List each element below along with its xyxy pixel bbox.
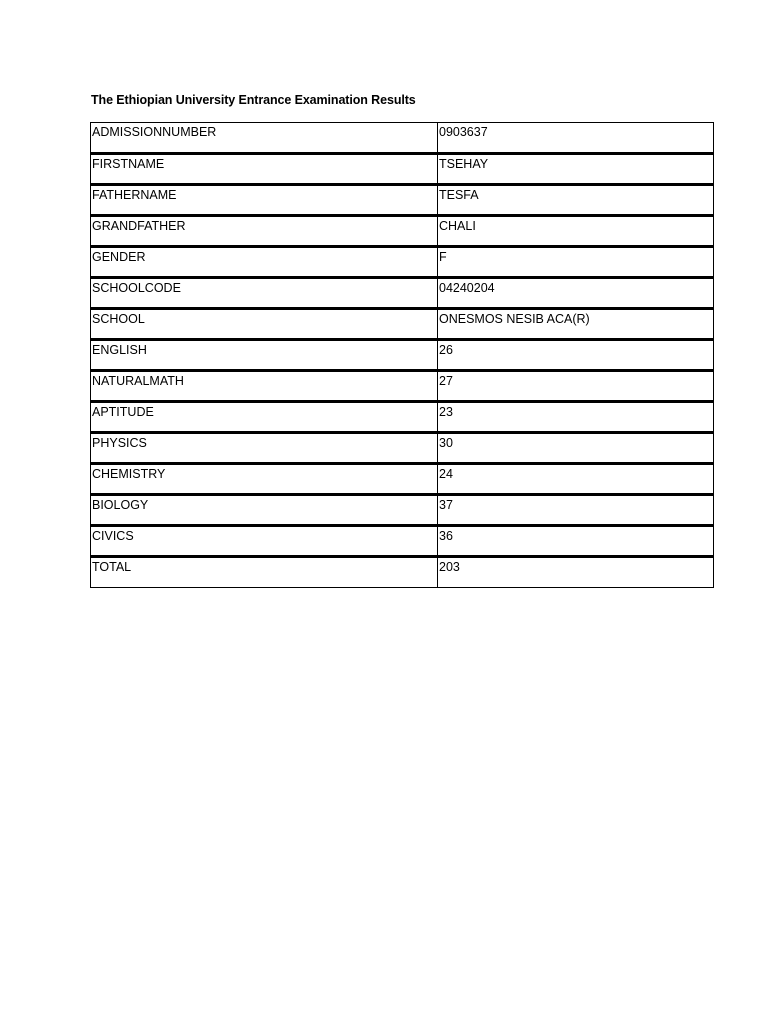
field-name-cell: SCHOOLCODE <box>91 278 438 309</box>
field-value-cell: CHALI <box>438 216 714 247</box>
table-row <box>91 216 714 247</box>
field-value-cell: 37 <box>438 495 714 526</box>
table-row <box>91 185 714 216</box>
field-name-cell: CHEMISTRY <box>91 464 438 495</box>
table-row <box>91 309 714 340</box>
field-value-cell: 0903637 <box>438 123 714 154</box>
field-name-cell: APTITUDE <box>91 402 438 433</box>
field-name-cell: GRANDFATHER <box>91 216 438 247</box>
field-value-cell: 203 <box>438 557 714 588</box>
field-name-cell: NATURALMATH <box>91 371 438 402</box>
table-row <box>91 123 714 154</box>
table-row <box>91 526 714 557</box>
field-name-cell: PHYSICS <box>91 433 438 464</box>
field-value-cell: F <box>438 247 714 278</box>
field-value-cell: 26 <box>438 340 714 371</box>
field-name-cell: GENDER <box>91 247 438 278</box>
field-value-cell: 27 <box>438 371 714 402</box>
table-row <box>91 278 714 309</box>
field-value-cell: 23 <box>438 402 714 433</box>
field-value-cell: 30 <box>438 433 714 464</box>
table-row <box>91 433 714 464</box>
table-row <box>91 340 714 371</box>
field-value-cell: TSEHAY <box>438 154 714 185</box>
results-table <box>90 122 714 588</box>
field-name-cell: FATHERNAME <box>91 185 438 216</box>
document-title: The Ethiopian University Entrance Examination Results <box>91 93 416 107</box>
field-name-cell: CIVICS <box>91 526 438 557</box>
field-name-cell: FIRSTNAME <box>91 154 438 185</box>
field-value-cell: 24 <box>438 464 714 495</box>
field-name-cell: SCHOOL <box>91 309 438 340</box>
table-row <box>91 402 714 433</box>
table-row <box>91 371 714 402</box>
field-name-cell: ENGLISH <box>91 340 438 371</box>
field-name-cell: BIOLOGY <box>91 495 438 526</box>
table-row <box>91 247 714 278</box>
field-value-cell: TESFA <box>438 185 714 216</box>
table-row <box>91 557 714 588</box>
field-value-cell: ONESMOS NESIB ACA(R) <box>438 309 714 340</box>
field-value-cell: 36 <box>438 526 714 557</box>
field-name-cell: ADMISSIONNUMBER <box>91 123 438 154</box>
field-value-cell: 04240204 <box>438 278 714 309</box>
table-row <box>91 154 714 185</box>
field-name-cell: TOTAL <box>91 557 438 588</box>
table-row <box>91 464 714 495</box>
table-row <box>91 495 714 526</box>
